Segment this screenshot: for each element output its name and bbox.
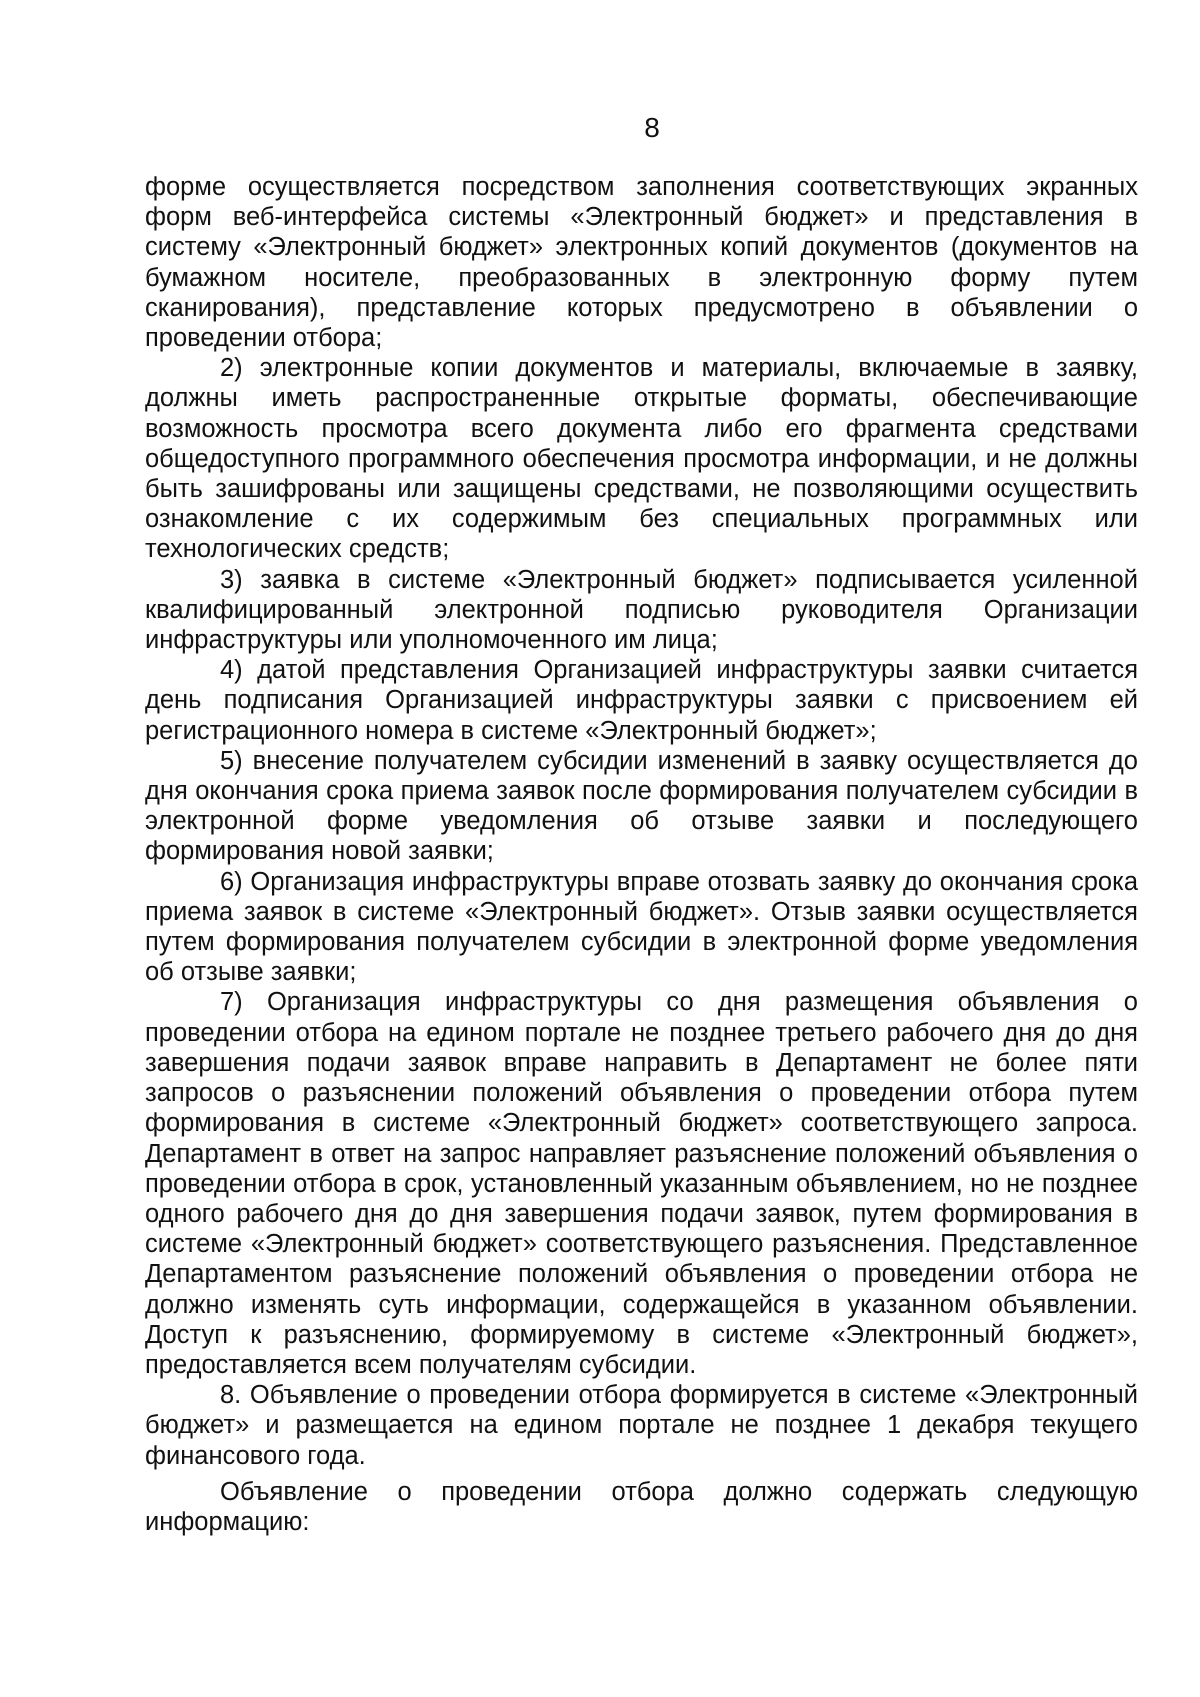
paragraph-item-3: 3) заявка в системе «Электронный бюджет» подписывается усиленной квалифицированный электронной подписью руководителя Организации инфраструктуры или уполномоченного им лица; (145, 565, 1138, 655)
paragraph-item-4: 4) датой представления Организацией инфраструктуры заявки считается день подписания Организацией инфраструктуры заявки с присвоением ей регистрационного номера в системе «Электронный бюджет»; (145, 656, 1138, 745)
paragraph-continuation: форме осуществляется посредством заполнения соответствующих экранных форм веб-интерфейса системы «Электронный бюджет» и представления в систему «Электронный бюджет» электронных копий документов (документов на бумажном носителе, преобразованных в электронную форму путем сканирования), представление которых предусмотрено в объявлении о проведении отбора; (145, 173, 1138, 353)
paragraph-announcement-contents: Объявление о проведении отбора должно содержать следующую информацию: (145, 1477, 1138, 1536)
paragraph-item-7: 7) Организация инфраструктуры со дня размещения объявления о проведении отбора на едином портале не позднее третьего рабочего дня до дня завершения подачи заявок вправе направить в Департамент не более пяти запросов о разъяснении положений объявления о проведении отбора путем формирования в системе «Электронный бюджет» соответствующего запроса. Департамент в ответ на запрос направляет разъяснение положений объявления о проведении отбора в срок, установленный указанным объявлением, но не позднее одного рабочего дня до дня завершения подачи заявок, путем формирования в системе «Электронный бюджет» соответствующего разъяснения. Представленное Департаментом разъяснение положений объявления о проведении отбора не должно изменять суть информации, содержащейся в указанном объявлении. Доступ к разъяснению, формируемому в системе «Электронный бюджет», предоставляется всем получателям субсидии. (145, 988, 1138, 1379)
page-number: 8 (644, 112, 660, 143)
paragraph-section-8: 8. Объявление о проведении отбора формируется в системе «Электронный бюджет» и размещается на едином портале не позднее 1 декабря текущего финансового года. (145, 1381, 1138, 1470)
paragraph-item-2: 2) электронные копии документов и материалы, включаемые в заявку, должны иметь распространенные открытые форматы, обеспечивающие возможность просмотра всего документа либо его фрагмента средствами общедоступного программного обеспечения просмотра информации, и не должны быть зашифрованы или защищены средствами, не позволяющими осуществить ознакомление с их содержимым без специальных программных или технологических средств; (145, 354, 1138, 564)
paragraph-item-6: 6) Организация инфраструктуры вправе отозвать заявку до окончания срока приема заявок в системе «Электронный бюджет». Отзыв заявки осуществляется путем формирования получателем субсидии в электронной форме уведомления об отзыве заявки; (145, 867, 1138, 987)
document-body (145, 172, 1138, 1537)
paragraph-item-5: 5) внесение получателем субсидии изменений в заявку осуществляется до дня окончания срока приема заявок после формирования получателем субсидии в электронной форме уведомления об отзыве заявки и последующего формирования новой заявки; (145, 746, 1138, 866)
